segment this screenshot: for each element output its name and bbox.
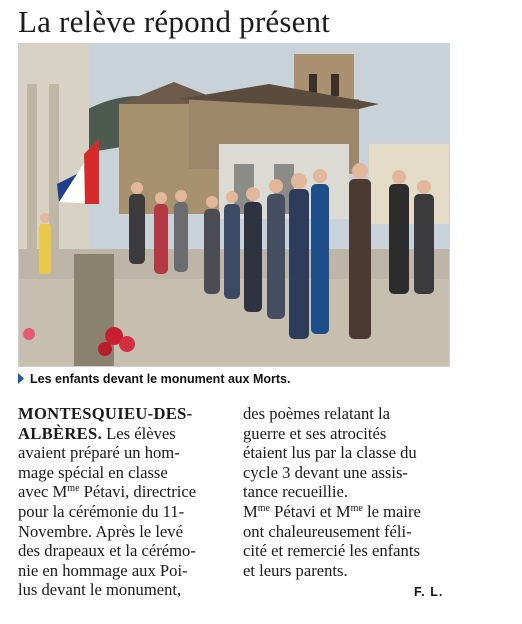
superscript: me [257,502,270,514]
text-line: tance recueillie. [243,482,349,502]
text-fragment: M [243,501,258,521]
text-line: guerre et ses atrocités [243,423,387,443]
text-line: et leurs parents. [243,560,348,580]
article-column-1 [18,404,223,600]
headline: La relève répond présent [18,4,331,39]
text-line: cycle 3 devant une assis- [243,462,408,482]
text-fragment: Pétavi, directrice [79,482,197,502]
text-line: étaient lus par la classe du [243,443,417,463]
text-line: ont chaleureusement féli- [243,521,412,541]
text-line: des poèmes relatant la [243,404,390,423]
text-line [18,482,223,502]
author-signature: F. L. [414,585,444,599]
text-line: pour la cérémonie du 11- [18,501,185,521]
text-line: nie en hommage aux Poi- [18,560,188,580]
caption-text: Les enfants devant le monument aux Morts. [30,372,291,386]
article-photo [18,43,450,367]
caption-marker-icon [18,373,24,384]
text-fragment: le maire [362,501,421,521]
superscript: me [67,483,80,495]
superscript: me [350,502,363,514]
text-fragment: Les élèves [102,423,176,443]
dateline: MONTESQUIEU-DES- [18,404,193,423]
photo-caption [18,371,290,387]
text-line: cité et remercié les enfants [243,541,420,561]
text-fragment: Pétavi et M [269,501,351,521]
dateline-end: ALBÈRES. [18,423,103,443]
article-column-2 [243,404,449,580]
text-line [18,424,223,444]
text-fragment: avec M [18,482,68,502]
text-line [243,502,449,522]
text-line: lus devant le monument, [18,580,182,600]
text-line: avaient préparé un hom- [18,443,180,463]
text-line: mage spécial en classe [18,462,168,482]
text-line: des drapeaux et la cérémo- [18,541,196,561]
text-line: Novembre. Après le levé [18,521,183,541]
